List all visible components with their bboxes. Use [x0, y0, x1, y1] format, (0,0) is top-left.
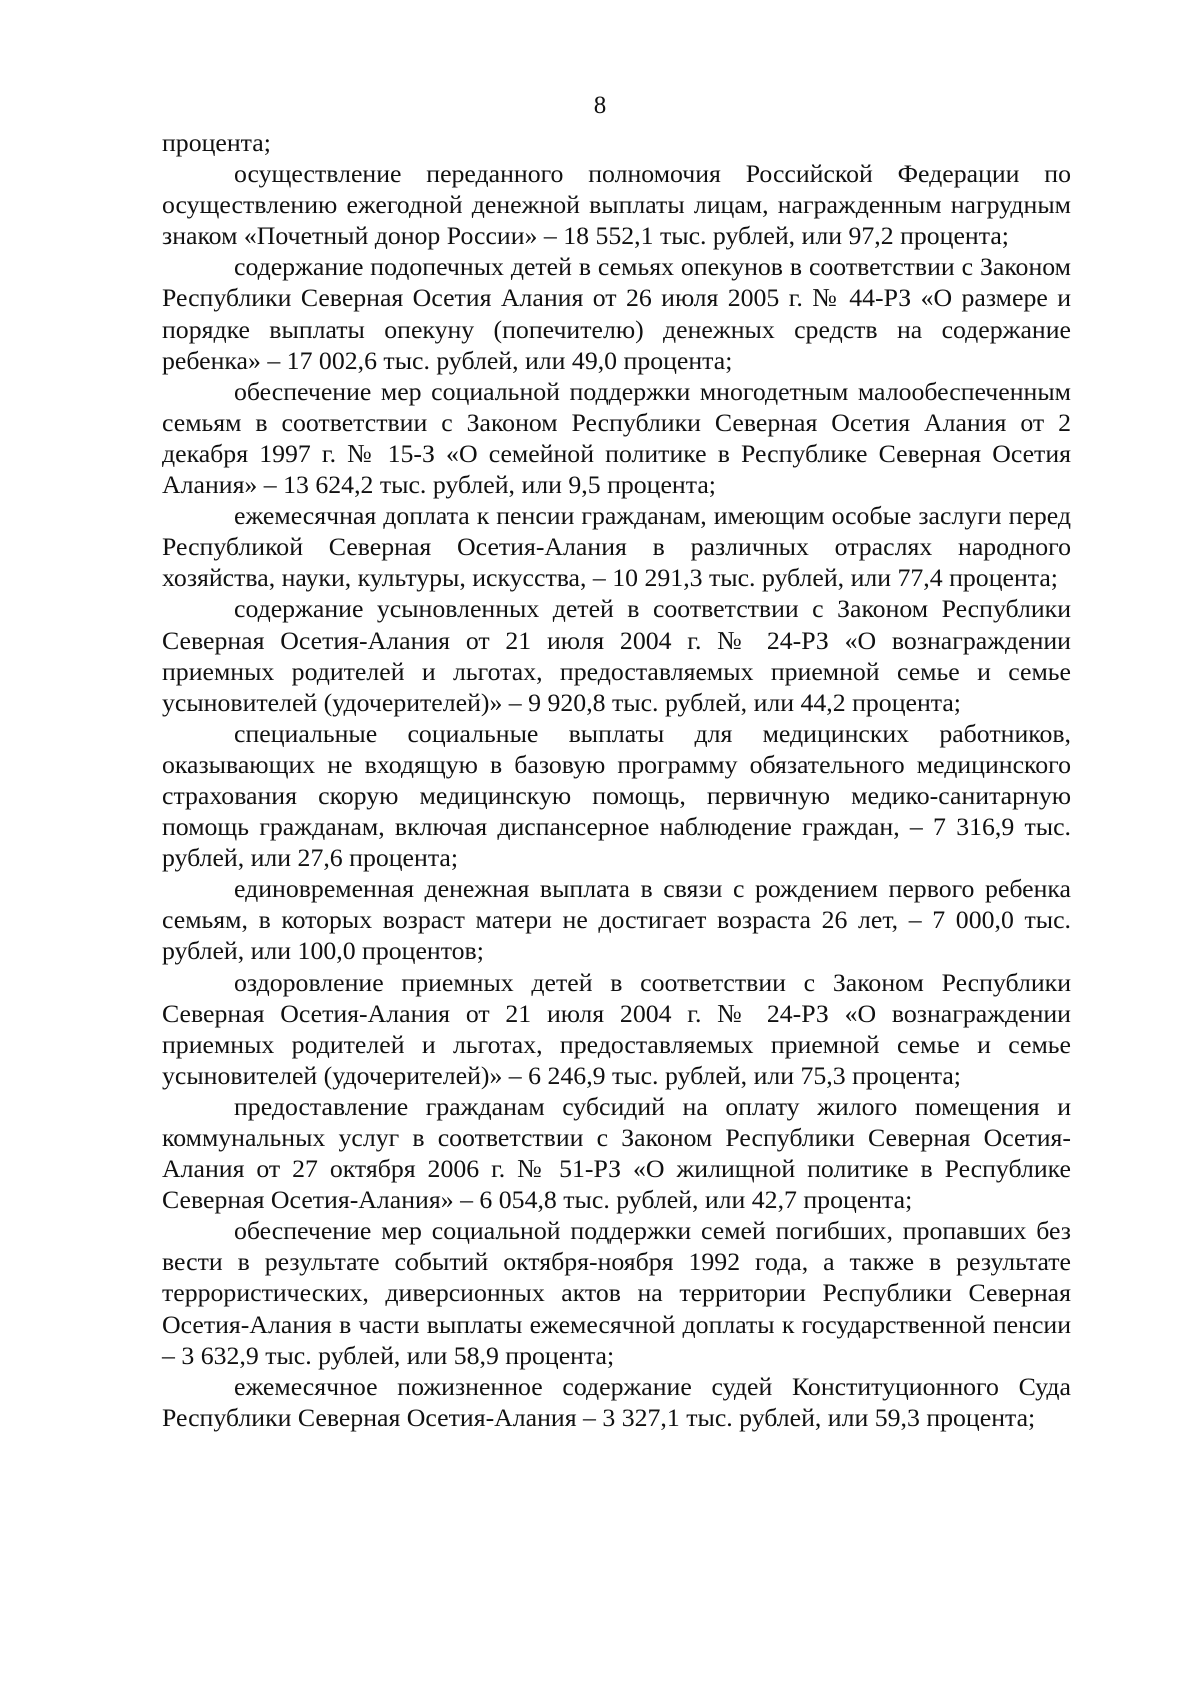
paragraph-continuation: процента; — [162, 128, 271, 157]
paragraph-medical-workers: специальные социальные выплаты для медицинских работников, оказывающих не входящую в базовую программу обязательного медицинского страхования скорую медицинскую помощь, первичную медико-санитарную помощь гражданам, включая диспансерное наблюдение граждан, – 7 316,9 тыс. рублей, или 27,6 процента; — [162, 718, 1071, 873]
paragraph-large-families: обеспечение мер социальной поддержки многодетным малообеспеченным семьям в соответствии с Законом Республики Северная Осетия Алания от 2 декабря 1997 г. № 15-З «О семейной политике в Республике Северная Осетия Алания» – 13 624,2 тыс. рублей, или 9,5 процента; — [162, 376, 1071, 500]
paragraph-adopted-children: содержание усыновленных детей в соответствии с Законом Республики Северная Осетия-Алания от 21 июля 2004 г. № 24-РЗ «О вознаграждении приемных родителей и льготах, предоставляемых приемной семье и семье усыновителей (удочерителей)» – 9 920,8 тыс. рублей, или 44,2 процента; — [162, 594, 1071, 717]
paragraph-guardian-children: содержание подопечных детей в семьях опекунов в соответствии с Законом Республики Северная Осетия Алания от 26 июля 2005 г. № 44-РЗ «О размере и порядке выплаты опекуну (попечителю) денежных средств на содержание ребенка» – 17 002,6 тыс. рублей, или 49,0 процента; — [162, 252, 1071, 375]
paragraph-first-child-payment: единовременная денежная выплата в связи с рождением первого ребенка семьям, в которых возраст матери не достигает возраста 26 лет, – 7 000,0 тыс. рублей, или 100,0 процентов; — [162, 874, 1071, 966]
page-number: 8 — [593, 92, 607, 119]
paragraph-judges-allowance: ежемесячное пожизненное содержание судей Конституционного Суда Республики Северная Осетия-Алания – 3 327,1 тыс. рублей, или 59,3 процента; — [162, 1371, 1071, 1432]
document-body — [162, 127, 1071, 1433]
paragraph-donor-payment: осуществление переданного полномочия Российской Федерации по осуществлению ежегодной денежной выплаты лицам, награжденным нагрудным знаком «Почетный донор России» – 18 552,1 тыс. рублей, или 97,2 процента; — [162, 159, 1071, 251]
paragraph-victims-families: обеспечение мер социальной поддержки семей погибших, пропавших без вести в результате событий октября-ноября 1992 года, а также в результате террористических, диверсионных актов на территории Республики Северная Осетия-Алания в части выплаты ежемесячной доплаты к государственной пенсии – 3 632,9 тыс. рублей, или 58,9 процента; — [162, 1216, 1071, 1370]
paragraph-pension-supplement: ежемесячная доплата к пенсии гражданам, имеющим особые заслуги перед Республикой Северная Осетия-Алания в различных отраслях народного хозяйства, науки, культуры, искусства, – 10 291,3 тыс. рублей, или 77,4 процента; — [162, 501, 1071, 593]
paragraph-foster-recreation: оздоровление приемных детей в соответствии с Законом Республики Северная Осетия-Алания от 21 июля 2004 г. № 24-РЗ «О вознаграждении приемных родителей и льготах, предоставляемых приемной семье и семье усыновителей (удочерителей)» – 6 246,9 тыс. рублей, или 75,3 процента; — [162, 967, 1071, 1090]
paragraph-housing-subsidies: предоставление гражданам субсидий на оплату жилого помещения и коммунальных услуг в соответствии с Законом Республики Северная Осетия-Алания от 27 октября 2006 г. № 51-РЗ «О жилищной политике в Республике Северная Осетия-Алания» – 6 054,8 тыс. рублей, или 42,7 процента; — [162, 1091, 1071, 1215]
